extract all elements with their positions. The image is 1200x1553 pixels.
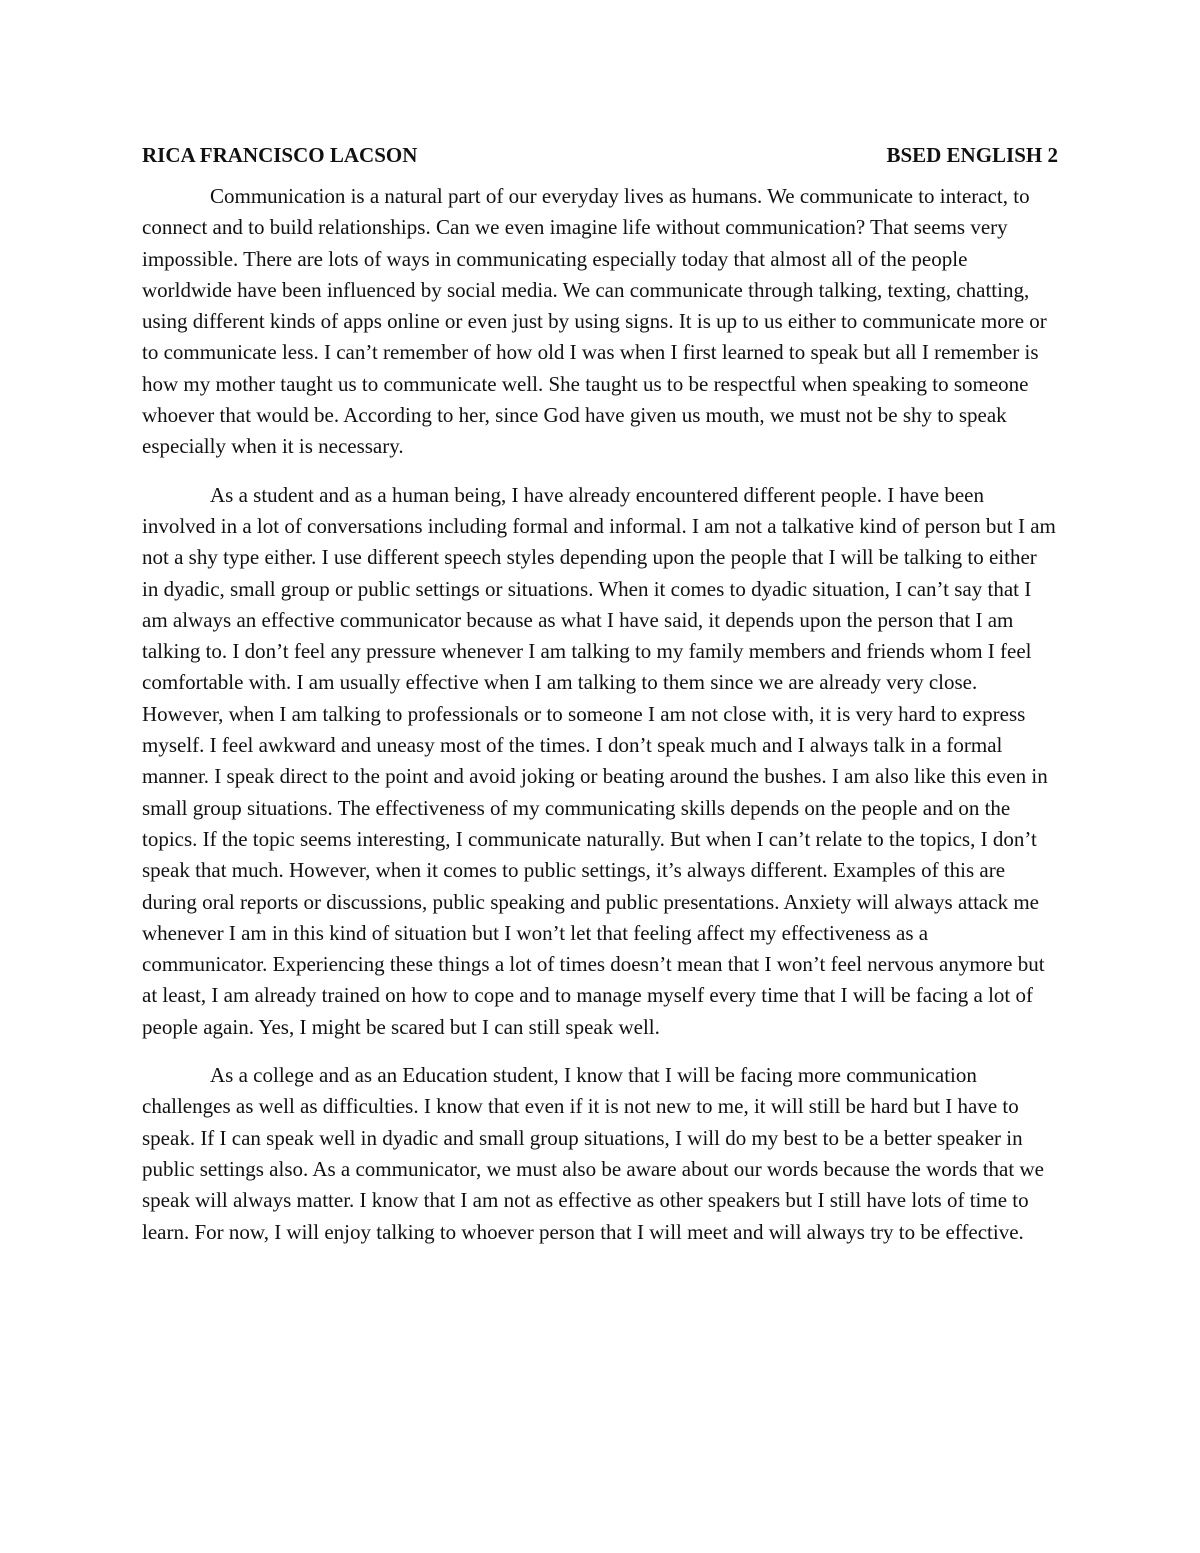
paragraph-1: Communication is a natural part of our everyday lives as humans. We communicate to interact, to connect and to build relationships. Can we even imagine life without communication? That seems very impossible. There are lots of ways in communicating especially today that almost all of the people worldwide have been influenced by social media. We can communicate through talking, texting, chatting, using different kinds of apps online or even just by using signs. It is up to us either to communicate more or to communicate less. I can’t remember of how old I was when I first learned to speak but all I remember is how my mother taught us to communicate well. She taught us to be respectful when speaking to someone whoever that would be. According to her, since God have given us mouth, we must not be shy to speak especially when it is necessary.: [142, 184, 1047, 459]
document-page: [142, 140, 1058, 1265]
course-label: BSED ENGLISH 2: [886, 143, 1058, 167]
author-name: RICA FRANCISCO LACSON: [142, 143, 418, 167]
paragraph-2: As a student and as a human being, I have already encountered different people. I have been involved in a lot of conversations including formal and informal. I am not a talkative kind of person but I am not a shy type either. I use different speech styles depending upon the people that I will be talking to either in dyadic, small group or public settings or situations. When it comes to dyadic situation, I can’t say that I am always an effective communicator because as what I have said, it depends upon the person that I am talking to. I don’t feel any pressure whenever I am talking to my family members and friends whom I feel comfortable with. I am usually effective when I am talking to them since we are already very close. However, when I am talking to professionals or to someone I am not close with, it is very hard to express myself. I feel awkward and uneasy most of the times. I don’t speak much and I always talk in a formal manner. I speak direct to the point and avoid joking or beating around the bushes. I am also like this even in small group situations. The effectiveness of my communicating skills depends on the people and on the topics. If the topic seems interesting, I communicate naturally. But when I can’t relate to the topics, I don’t speak that much. However, when it comes to public settings, it’s always different. Examples of this are during oral reports or discussions, public speaking and public presentations. Anxiety will always attack me whenever I am in this kind of situation but I won’t let that feeling affect my effectiveness as a communicator. Experiencing these things a lot of times doesn’t mean that I won’t feel nervous anymore but at least, I am already trained on how to cope and to manage myself every time that I will be facing a lot of people again. Yes, I might be scared but I can still speak well.: [142, 482, 1056, 1039]
document-header: [142, 140, 1058, 171]
paragraph-3: As a college and as an Education student, I know that I will be facing more communication challenges as well as difficulties. I know that even if it is not new to me, it will still be hard but I have to speak. If I can speak well in dyadic and small group situations, I will do my best to be a better speaker in public settings also. As a communicator, we must also be aware about our words because the words that we speak will always matter. I know that I am not as effective as other speakers but I still have lots of time to learn. For now, I will enjoy talking to whoever person that I will meet and will always try to be effective.: [142, 1063, 1044, 1244]
